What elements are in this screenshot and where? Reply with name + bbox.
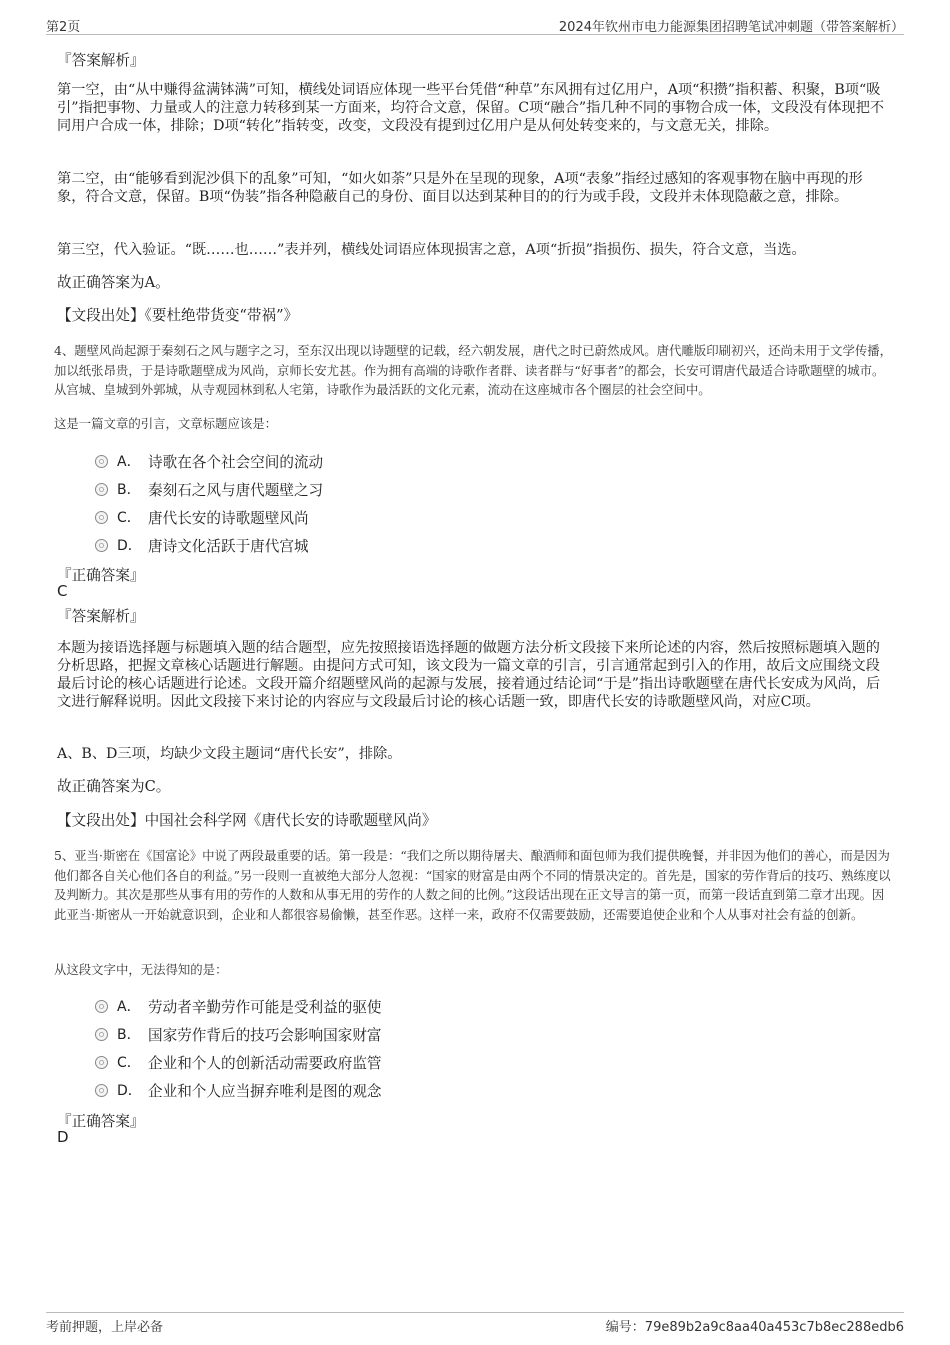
radio-icon[interactable] (95, 455, 108, 468)
q3-source: 【文段出处】《要杜绝带货变“带祸”》 (57, 307, 299, 324)
q4-analysis-p1: 本题为接语选择题与标题填入题的结合题型，应先按照接语选择题的做题方法分析文段接下来所论述的内容，然后按照标题填入题的分析思路，把握文章核心话题进行解题。由提问方式可知，该文段为一篇文章的引言，引言通常起到引入的作用，故后文应围绕文段最后讨论的核心话题进行论述。文段开篇介绍题壁风尚的起源与发展，接着通过结论词“于是”指出诗歌题壁在唐代长安成为风尚，后文进行解释说明。因此文段接下来讨论的内容应与文段最后讨论的核心话题一致，即唐代长安的诗歌题壁风尚，对应C项。 (57, 640, 881, 710)
radio-icon[interactable] (95, 1000, 108, 1013)
q5-correct-label: 『正确答案』 (57, 1113, 145, 1130)
page-header (46, 14, 904, 35)
document-title: 2024年钦州市电力能源集团招聘笔试冲刺题（带答案解析） (558, 20, 904, 35)
q4-source: 【文段出处】中国社会科学网《唐代长安的诗歌题壁风尚》 (57, 812, 437, 829)
page-footer (46, 1312, 904, 1335)
q4-prompt: 这是一篇文章的引言，文章标题应该是： (54, 416, 278, 431)
q3-conclusion: 故正确答案为A。 (57, 274, 170, 291)
radio-icon[interactable] (95, 511, 108, 524)
q4-analysis-p2: A、B、D三项，均缺少文段主题词“唐代长安”，排除。 (57, 746, 402, 762)
radio-icon[interactable] (95, 483, 108, 496)
radio-icon[interactable] (95, 539, 108, 552)
footer-slogan: 考前押题，上岸必备 (46, 1320, 164, 1335)
q4-correct-label: 『正确答案』 (57, 567, 145, 584)
radio-icon[interactable] (95, 1028, 108, 1041)
q4-correct-answer: C (57, 582, 68, 600)
q4-conclusion: 故正确答案为C。 (57, 778, 171, 795)
document-id: 编号：79e89b2a9c8aa40a453c7b8ec288edb6 (605, 1320, 904, 1335)
q5-prompt: 从这段文字中，无法得知的是： (54, 962, 228, 977)
q3-analysis-p2: 第二空，由“能够看到泥沙俱下的乱象”可知，“如火如荼”只是外在呈现的现象，A项“表象”指经过感知的客观事物在脑中再现的形象，符合文意，保留。B项“伪装”指各种隐蔽自己的身份、面目以达到某种目的的行为或手段，文段并未体现隐蔽之意，排除。 (57, 171, 863, 205)
q3-analysis-p1: 第一空，由“从中赚得盆满钵满”可知，横线处词语应体现一些平台凭借“种草”东风拥有过亿用户，A项“积攒”指积蓄、积聚，B项“吸引”指把事物、力量或人的注意力转移到某一方面来，均符合文意，保留。C项“融合”指几种不同的事物合成一体，文段没有体现把不同用户合成一体，排除；D项“转化”指转变，改变，文段没有提到过亿用户是从何处转变来的，与文意无关，排除。 (57, 82, 885, 134)
q3-analysis-label: 『答案解析』 (57, 52, 145, 69)
q5-stem: 5、亚当·斯密在《国富论》中说了两段最重要的话。第一段是：“我们之所以期待屠夫、酿酒师和面包师为我们提供晚餐，并非因为他们的善心，而是因为他们都各自关心他们各自的利益。”另一段则一直被绝大部分人忽视：“国家的财富是由两个不同的情景决定的。首先是，国家的劳作背后的技巧、熟练度以及判断力。其次是那些从事有用的劳作的人数和从事无用的劳作的人数之间的比例。”这段话出现在正文导言的第一页，而第一段话直到第二章才出现。因此亚当·斯密从一开始就意识到，企业和人都很容易偷懒，甚至作恶。这样一来，政府不仅需要鼓励，还需要追使企业和个人从事对社会有益的创新。 (54, 848, 891, 922)
q3-analysis-p3: 第三空，代入验证。“既……也……”表并列，横线处词语应体现损害之意，A项“折损”指损伤、损失，符合文意，当选。 (57, 242, 806, 258)
radio-icon[interactable] (95, 1056, 108, 1069)
q5-correct-answer: D (57, 1128, 69, 1146)
page-number: 第2页 (46, 20, 81, 35)
q4-analysis-label: 『答案解析』 (57, 608, 145, 625)
radio-icon[interactable] (95, 1084, 108, 1097)
q4-stem: 4、题壁风尚起源于秦刻石之风与题字之习，至东汉出现以诗题壁的记载，经六朝发展，唐代之时已蔚然成风。唐代雕版印刷初兴，还尚未用于文学传播，加以纸张昂贵，于是诗歌题壁成为风尚，京师长安尤甚。作为拥有高端的诗歌作者群、读者群与“好事者”的都会，长安可谓唐代最适合诗歌题壁的城市。从宫城、皇城到外郭城，从寺观园林到私人宅第，诗歌作为最活跃的文化元素，流动在这座城市各个圈层的社会空间中。 (54, 343, 893, 397)
